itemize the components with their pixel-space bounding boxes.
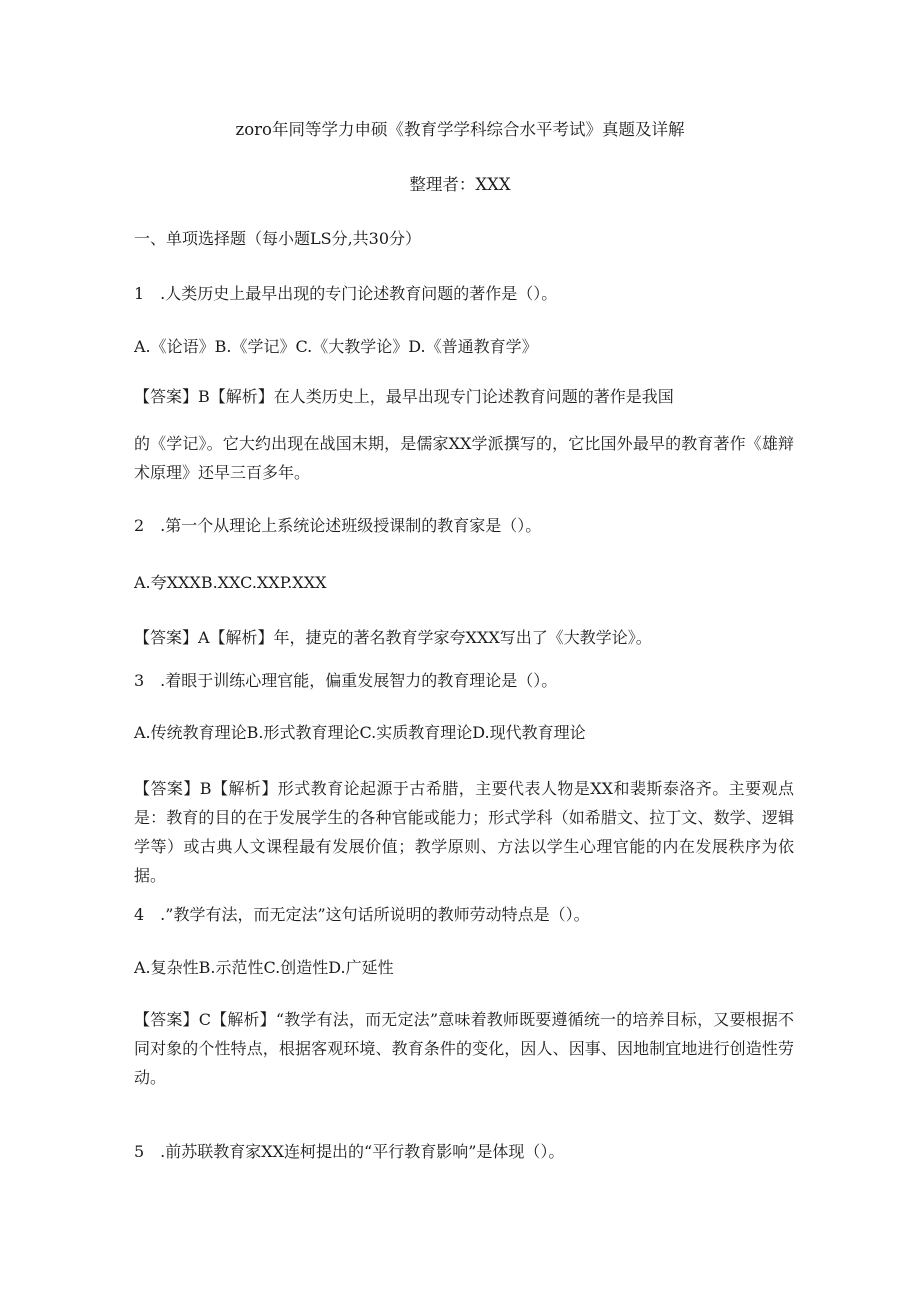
question-4-answer: 【答案】C【解析】“教学有法，而无定法”意味着教师既要遵循统一的培养目标，又要根据不同对象的个性特点，根据客观环境、教育条件的变化，因人、因事、因地制宜地进行创造性劳动。 (134, 1010, 794, 1087)
question-4-stem: 4 .”教学有法，而无定法”这句话所说明的教师劳动特点是（）。 (134, 905, 590, 924)
question-1-options: A.《论语》B.《学记》C.《大教学论》D.《普通教育学》 (134, 337, 538, 356)
question-1-answer-continued: 的《学记》。它大约出现在战国末期，是儒家XX学派撰写的，它比国外最早的教育著作《雄辩术原理》还早三百多年。 (134, 434, 794, 482)
question-1-stem: 1 .人类历史上最早出现的专门论述教育问题的著作是（）。 (134, 284, 558, 303)
question-4-options: A.复杂性B.示范性C.创造性D.广延性 (134, 958, 394, 977)
question-2-answer: 【答案】A【解析】年，捷克的著名教育学家夸XXX写出了《大教学论》。 (134, 628, 652, 647)
question-1-answer: 【答案】B【解析】在人类历史上，最早出现专门论述教育问题的著作是我国 (134, 387, 674, 406)
question-2-stem: 2 .第一个从理论上系统论述班级授课制的教育家是（）。 (134, 516, 542, 535)
question-2-options: A.夸XXXB.XXC.XXP.XXX (134, 573, 327, 592)
section-heading: 一、单项选择题（每小题LS分,共30分） (134, 229, 422, 248)
question-5-stem: 5 .前苏联教育家XX连柯提出的“平行教育影响”是体现（）。 (134, 1142, 565, 1161)
question-3-answer: 【答案】B【解析】形式教育论起源于古希腊，主要代表人物是XX和裴斯泰洛齐。主要观点是：教育的目的在于发展学生的各种官能或能力；形式学科（如希腊文、拉丁文、数学、逻辑学等）或古典人文课程最有发展价值；教学原则、方法以学生心理官能的内在发展秩序为依据。 (134, 779, 794, 885)
compiler-line: 整理者：XXX (409, 175, 511, 194)
question-3-options: A.传统教育理论B.形式教育理论C.实质教育理论D.现代教育理论 (134, 723, 586, 742)
question-3-stem: 3 .着眼于训练心理官能，偏重发展智力的教育理论是（）。 (134, 671, 558, 690)
document-title: zoro年同等学力申硕《教育学学科综合水平考试》真题及详解 (235, 120, 685, 139)
